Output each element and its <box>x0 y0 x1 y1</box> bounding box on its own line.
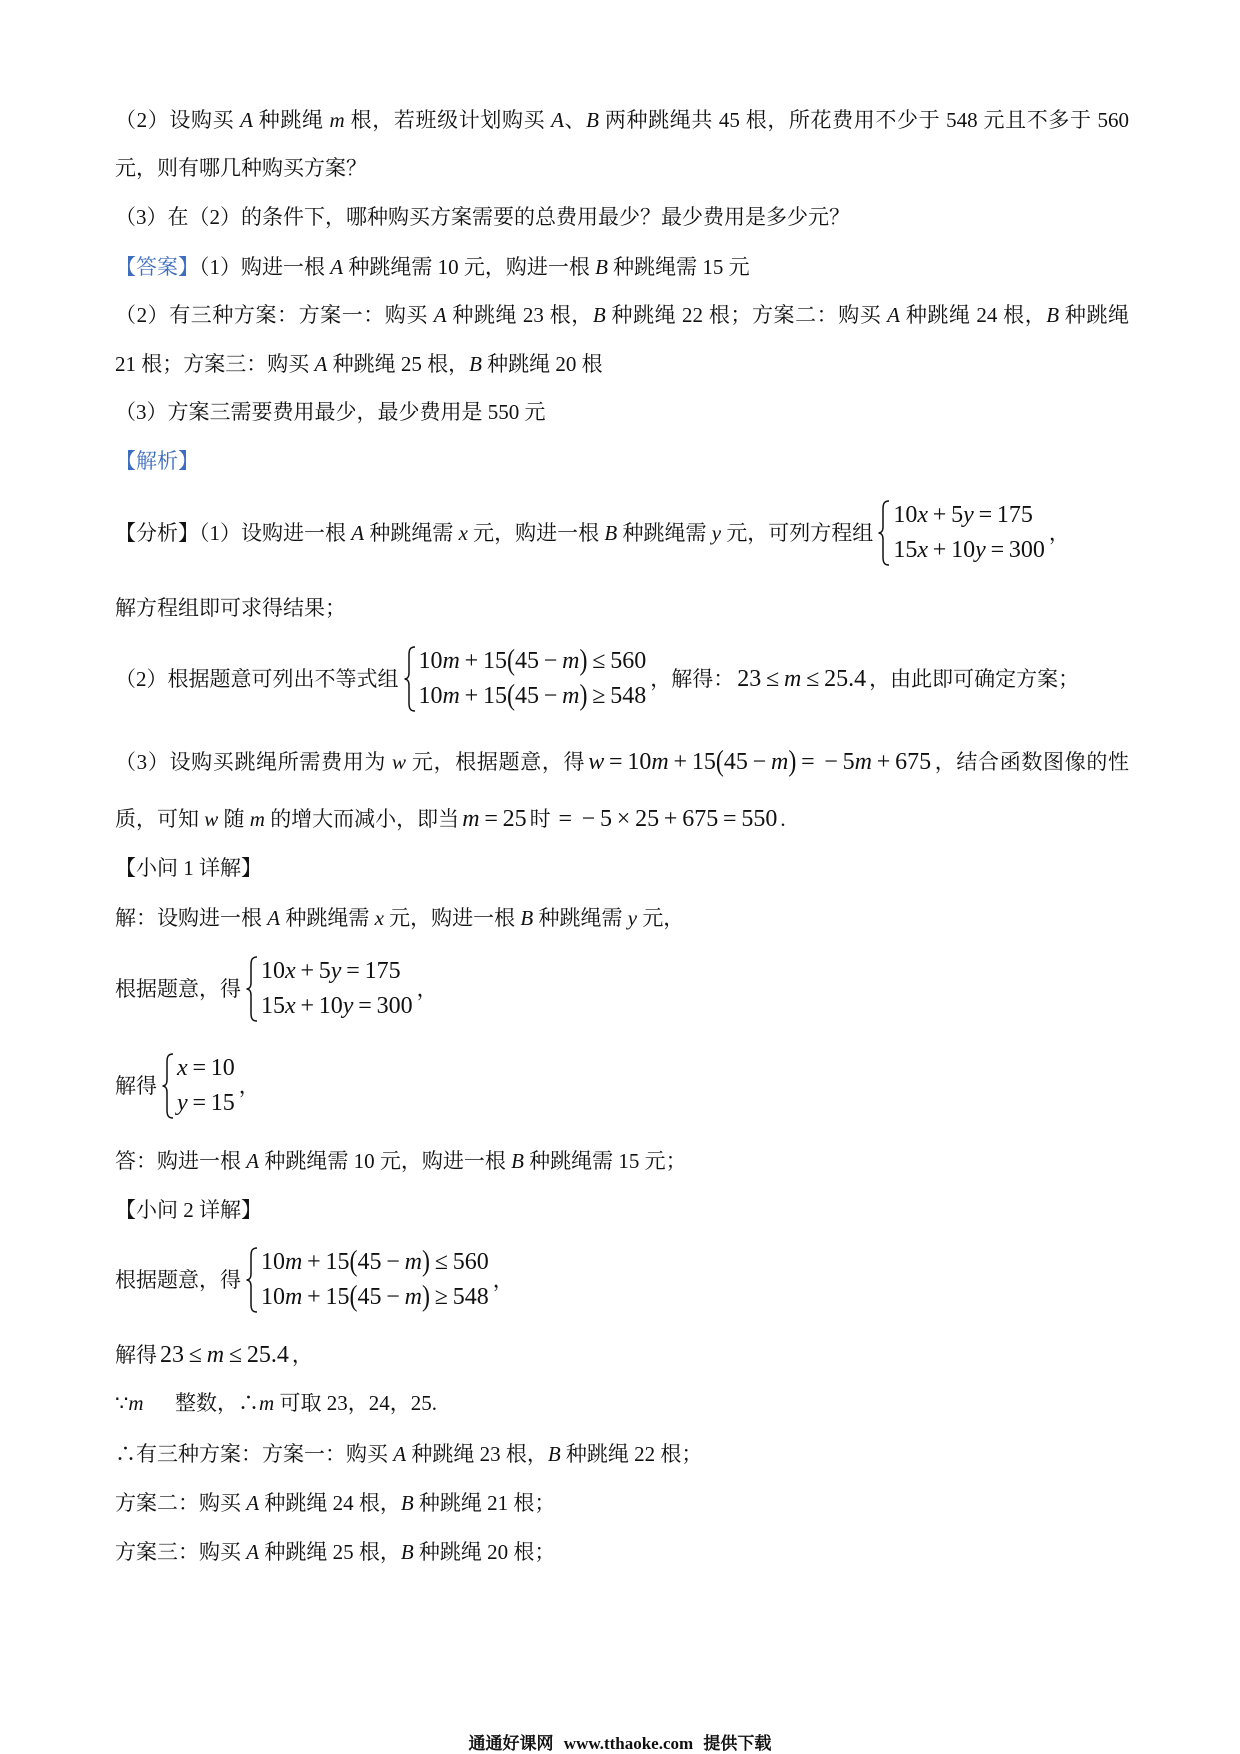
system-brace <box>403 645 417 713</box>
equation-system <box>877 498 1047 568</box>
analysis-part2-line <box>115 644 1079 714</box>
inequality-row: 10m + 15(45 − m) ≤ 560 <box>261 1246 489 1278</box>
sub2-line2-suffix: ， <box>291 1343 313 1367</box>
analysis-part3-suffix: ，结合函数图像的性 <box>934 750 1130 774</box>
analysis-part3-formula: w = 10m + 15(45 − m) = − 5m + 675 <box>588 746 932 778</box>
analysis-part1-prefix: 【分析】（1）设购进一根 A 种跳绳需 x 元，购进一根 B 种跳绳需 y 元，可列方程组 <box>115 521 874 545</box>
sub2-line5: 方案二：购买 A 种跳绳 24 根，B 种跳绳 21 根； <box>115 1491 556 1515</box>
answer-label: 【答案】 <box>115 255 199 279</box>
sub1-line4: 答：购进一根 A 种跳绳需 10 元，购进一根 B 种跳绳需 15 元； <box>115 1149 687 1173</box>
analysis-part2-solution: 23 ≤ m ≤ 25.4 <box>737 666 867 692</box>
analysis-part2-mid: ，解得： <box>650 667 735 691</box>
question-part2-line1: （2）设购买 A 种跳绳 m 根，若班级计划购买 A、B 两种跳绳共 45 根，所花费用不少于 548 元且不多于 560 <box>115 108 1130 132</box>
equation-row: 15x + 10y = 300 <box>261 993 413 1019</box>
analysis-part1-line <box>115 498 1070 568</box>
sub1-title: 【小问 1 详解】 <box>115 856 262 880</box>
question-part3: （3）在（2）的条件下，哪种购买方案需要的总费用最少？最少费用是多少元？ <box>115 205 850 229</box>
equation-system <box>245 954 415 1024</box>
solution-system <box>161 1051 237 1121</box>
equation-row: 15x + 10y = 300 <box>893 537 1045 563</box>
sub2-title: 【小问 2 详解】 <box>115 1198 262 1222</box>
system-brace <box>245 955 259 1023</box>
analysis-label: 【解析】 <box>115 449 199 473</box>
sub1-line3-prefix: 解得 <box>115 1074 157 1098</box>
analysis-part3-line2-suffix: . <box>780 807 786 831</box>
sub2-line4: ∴有三种方案：方案一：购买 A 种跳绳 23 根，B 种跳绳 22 根； <box>115 1442 703 1466</box>
answer-part1-text: （1）购进一根 A 种跳绳需 10 元，购进一根 B 种跳绳需 15 元 <box>199 255 750 279</box>
analysis-part1-line2: 解方程组即可求得结果； <box>115 596 346 620</box>
answer-part1-line <box>115 252 750 282</box>
system-brace <box>877 499 891 567</box>
solution-row: x = 10 <box>177 1055 235 1081</box>
answer-part2-line2: 21 根；方案三：购买 A 种跳绳 25 根，B 种跳绳 20 根 <box>115 352 603 376</box>
sub2-line2 <box>115 1340 313 1370</box>
sub2-line3: ∵m 整数，∴m 可取 23，24，25. <box>115 1391 437 1415</box>
question-part2-line2: 元，则有哪几种购买方案？ <box>115 156 367 180</box>
sub1-line2 <box>115 954 438 1024</box>
sub2-line6: 方案三：购买 A 种跳绳 25 根，B 种跳绳 20 根； <box>115 1540 556 1564</box>
sub1-line2-suffix: ， <box>416 977 438 1001</box>
sub2-line1-suffix: ， <box>492 1268 514 1292</box>
analysis-part3-line2 <box>115 804 786 834</box>
analysis-part1-suffix: ， <box>1048 521 1070 545</box>
sub1-line2-prefix: 根据题意，得 <box>115 977 241 1001</box>
solution-row: y = 15 <box>177 1090 235 1116</box>
analysis-part3-prefix: （3）设购买跳绳所需费用为 w 元，根据题意，得 <box>115 750 586 774</box>
sub2-line2-solution: 23 ≤ m ≤ 25.4 <box>160 1342 289 1368</box>
analysis-part2-prefix: （2）根据题意可列出不等式组 <box>115 667 399 691</box>
sub1-line3-suffix: ， <box>238 1074 260 1098</box>
inequality-row: 10m + 15(45 − m) ≥ 548 <box>418 680 647 712</box>
equation-row: 10x + 5y = 175 <box>261 958 401 984</box>
inequality-row: 10m + 15(45 − m) ≤ 560 <box>418 645 647 677</box>
answer-part2-line1: （2）有三种方案：方案一：购买 A 种跳绳 23 根，B 种跳绳 22 根；方案二：购买 A 种跳绳 24 根，B 种跳绳 <box>115 303 1130 327</box>
analysis-part3-line2-prefix: 质，可知 w 随 m 的增大而减小，即当 <box>115 807 460 831</box>
sub1-line3 <box>115 1051 260 1121</box>
analysis-part2-suffix: ，由此即可确定方案； <box>869 667 1080 691</box>
sub2-line2-prefix: 解得 <box>115 1343 157 1367</box>
page-footer: 通通好课网 www.tthaoke.com 提供下载 <box>468 1734 772 1753</box>
inequality-system <box>245 1245 491 1315</box>
system-brace <box>245 1246 259 1314</box>
analysis-part3-line1 <box>115 747 1129 777</box>
sub1-line1: 解：设购进一根 A 种跳绳需 x 元，购进一根 B 种跳绳需 y 元， <box>115 906 685 930</box>
analysis-part3-line2-mid: 时 <box>529 807 551 831</box>
analysis-part3-line2-formula2: = − 5 × 25 + 675 = 550 <box>558 806 778 832</box>
inequality-row: 10m + 15(45 − m) ≥ 548 <box>261 1281 489 1313</box>
analysis-part3-line2-formula1: m = 25 <box>462 806 527 832</box>
sub2-line1 <box>115 1245 514 1315</box>
equation-row: 10x + 5y = 175 <box>893 502 1033 528</box>
sub2-line1-prefix: 根据题意，得 <box>115 1268 241 1292</box>
system-brace <box>161 1052 175 1120</box>
inequality-system <box>403 644 649 714</box>
answer-part3: （3）方案三需要费用最少，最少费用是 550 元 <box>115 400 546 424</box>
